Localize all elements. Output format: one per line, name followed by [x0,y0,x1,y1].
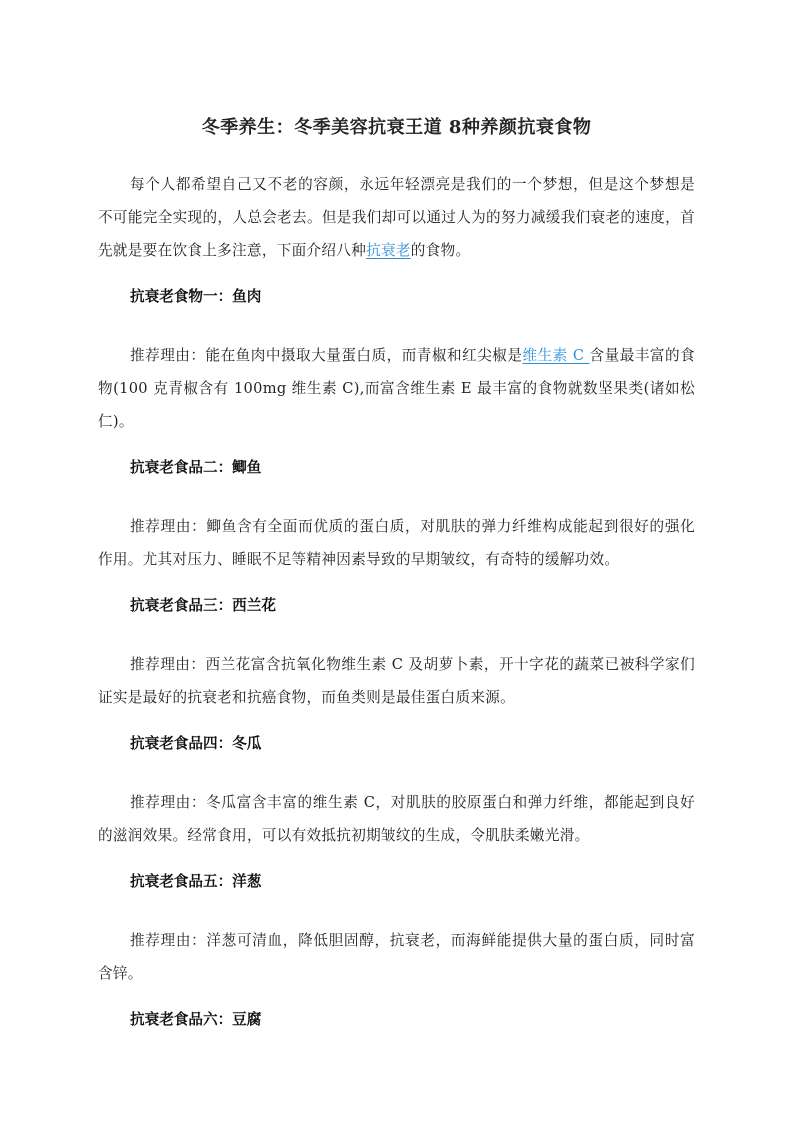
intro-text: 每个人都希望自己又不老的容颜，永远年轻漂亮是我们的一个梦想，但是这个梦想是不可能完全实现的，人总会老去。但是我们却可以通过人为的努力减缓我们衰老的速度，首先就是要在饮食上多注意，下面介绍八种 [98,176,695,259]
section-heading-crucian-carp: 抗衰老食品二：鲫鱼 [130,459,262,476]
section-heading-onion: 抗衰老食品五：洋葱 [130,873,262,890]
document-body [98,168,695,1062]
intro-paragraph [98,168,695,267]
section-body-fish [98,339,695,438]
section-heading-fish: 抗衰老食物一：鱼肉 [130,288,262,305]
anti-aging-link[interactable]: 抗衰老 [366,242,411,259]
intro-text-end: 的食物。 [410,242,471,259]
section-body-text: 含量最丰富的食物(100 克青椒含有 100mg 维生素 C),而富含维生素 E 最丰富的食物就数坚果类(诸如松仁)。 [98,347,695,430]
section-heading-broccoli: 抗衰老食品三：西兰花 [130,597,276,614]
vitamin-c-link[interactable]: 维生素 C [522,347,590,364]
section-body-crucian-carp: 推荐理由：鲫鱼含有全面而优质的蛋白质，对肌肤的弹力纤维构成能起到很好的强化作用。尤其对压力、睡眠不足等精神因素导致的早期皱纹，有奇特的缓解功效。 [98,518,695,568]
section-heading-tofu: 抗衰老食品六：豆腐 [130,1011,262,1028]
section-body-text: 推荐理由：能在鱼肉中摄取大量蛋白质，而青椒和红尖椒是 [130,347,523,364]
section-body-broccoli: 推荐理由：西兰花富含抗氧化物维生素 C 及胡萝卜素，开十字花的蔬菜已被科学家们证实是最好的抗衰老和抗癌食物，而鱼类则是最佳蛋白质来源。 [98,656,695,706]
section-body-onion: 推荐理由：洋葱可清血，降低胆固醇，抗衰老，而海鲜能提供大量的蛋白质，同时富含锌。 [98,932,695,982]
section-heading-winter-melon: 抗衰老食品四：冬瓜 [130,735,262,752]
page-title: 冬季养生：冬季美容抗衰王道 8种养颜抗衰食物 [201,117,592,138]
section-body-winter-melon: 推荐理由：冬瓜富含丰富的维生素 C，对肌肤的胶原蛋白和弹力纤维，都能起到良好的滋润效果。经常食用，可以有效抵抗初期皱纹的生成，令肌肤柔嫩光滑。 [98,794,695,844]
